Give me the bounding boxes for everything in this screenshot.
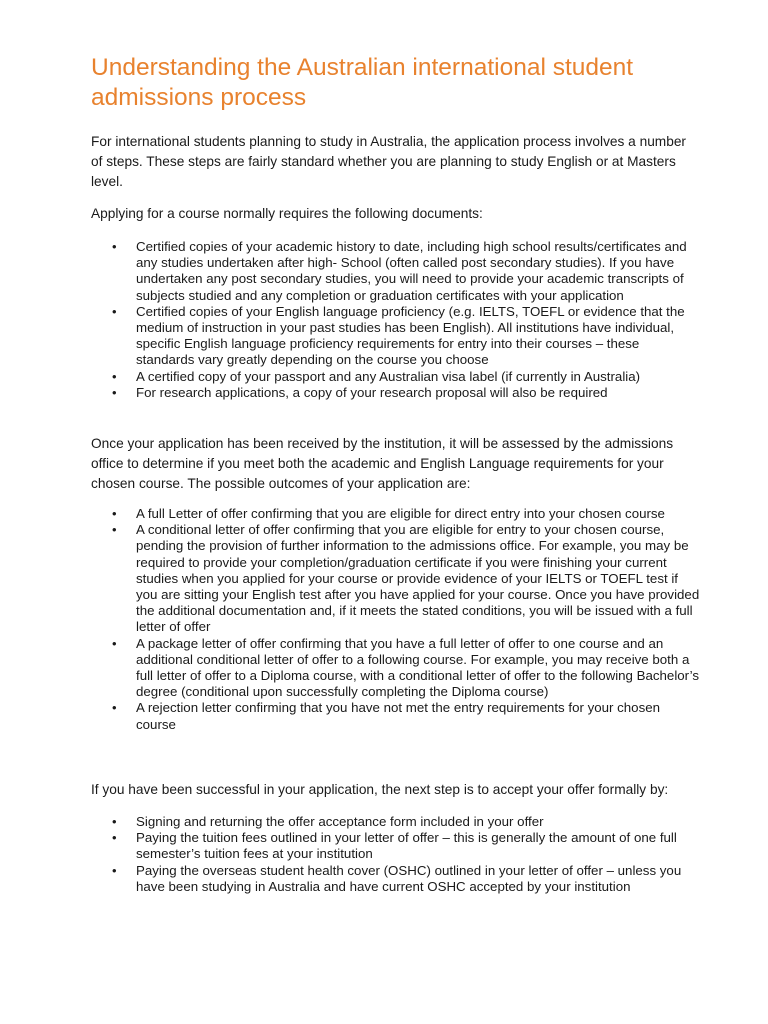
bullet-icon: • bbox=[112, 830, 117, 846]
list-item-text: Paying the overseas student health cover (OSHC) outlined in your letter of offer – unless you have been studying in Australia and have current OSHC accepted by your institution bbox=[136, 862, 682, 894]
bullet-icon: • bbox=[112, 522, 117, 538]
list-item-text: A package letter of offer confirming that you have a full letter of offer to one course and an additional conditional letter of offer to a following course. For example, you may receive both a full letter of offer to a Diploma course, with a conditional letter of offer to the following Bachelor’s degree (conditional upon successfully completing the Diploma course) bbox=[136, 635, 699, 700]
list-item bbox=[0, 700, 700, 732]
list-item-text: Signing and returning the offer acceptance form included in your offer bbox=[136, 814, 544, 829]
list-item bbox=[0, 304, 700, 369]
bullet-icon: • bbox=[112, 862, 117, 878]
bullet-icon: • bbox=[112, 506, 117, 521]
list-item-text: For research applications, a copy of your research proposal will also be required bbox=[136, 384, 608, 400]
documents-lead-paragraph: Applying for a course normally requires the following documents: bbox=[91, 206, 483, 221]
list-item bbox=[0, 830, 700, 862]
bullet-icon: • bbox=[112, 700, 117, 716]
bullet-icon: • bbox=[112, 303, 117, 319]
bullet-icon: • bbox=[112, 814, 117, 829]
bullet-icon: • bbox=[112, 239, 117, 254]
list-item bbox=[0, 385, 700, 401]
list-item bbox=[0, 506, 700, 522]
accept-lead-paragraph: If you have been successful in your application, the next step is to accept your offer formally by: bbox=[91, 782, 669, 797]
list-item bbox=[0, 522, 700, 635]
bullet-icon: • bbox=[112, 384, 117, 400]
list-item-text: A certified copy of your passport and any Australian visa label (if currently in Australia) bbox=[136, 368, 641, 384]
assessment-lead-paragraph: Once your application has been received by the institution, it will be assessed by the admissions office to determine if you meet both the academic and English Language requirements for your chosen course. The possible outcomes of your application are: bbox=[91, 436, 674, 491]
list-item-text: A rejection letter confirming that you have not met the entry requirements for your chosen course bbox=[136, 700, 661, 732]
list-item-text: Paying the tuition fees outlined in your letter of offer – this is generally the amount of one full semester’s tuition fees at your institution bbox=[136, 830, 677, 862]
list-item bbox=[0, 239, 700, 304]
bullet-icon: • bbox=[112, 368, 117, 384]
list-item-text: Certified copies of your English language proficiency (e.g. IELTS, TOEFL or evidence that the medium of instruction in your past studies has been English). All institutions have individual, specific English language proficiency requirements for entry into their courses – these standards vary greatly depending on the course you choose bbox=[136, 303, 685, 368]
intro-paragraph: For international students planning to study in Australia, the application process involves a number of steps. These steps are fairly standard whether you are planning to study English or at Masters level. bbox=[91, 134, 686, 189]
list-item-text: Certified copies of your academic history to date, including high school results/certificates and any studies undertaken after high- School (often called post secondary studies). If you have undertaken any post secondary studies, you will need to provide your academic transcripts of subjects studied and any completion or graduation certificates with your application bbox=[136, 239, 687, 303]
list-item bbox=[0, 863, 700, 895]
documents-list bbox=[0, 239, 700, 401]
bullet-icon: • bbox=[112, 635, 117, 651]
page-title: Understanding the Australian international student admissions process bbox=[91, 54, 634, 111]
accept-steps-list bbox=[0, 814, 700, 895]
outcomes-list bbox=[0, 506, 700, 733]
list-item-text: A full Letter of offer confirming that you are eligible for direct entry into your chosen course bbox=[136, 506, 665, 521]
list-item-text: A conditional letter of offer confirming that you are eligible for entry to your chosen course, pending the provision of further information to the admissions office. For example, you may be required to provide your completion/graduation certificate if you were finishing your current studies when you applied for your course or provide evidence of your IELTS or TOEFL test if you are sitting your English test after you have applied for your course. Once you have provided the additional documentation and, if it meets the stated conditions, you will be issued with a full letter of offer bbox=[136, 522, 700, 635]
list-item bbox=[0, 369, 700, 385]
list-item bbox=[0, 814, 700, 830]
list-item bbox=[0, 636, 700, 701]
